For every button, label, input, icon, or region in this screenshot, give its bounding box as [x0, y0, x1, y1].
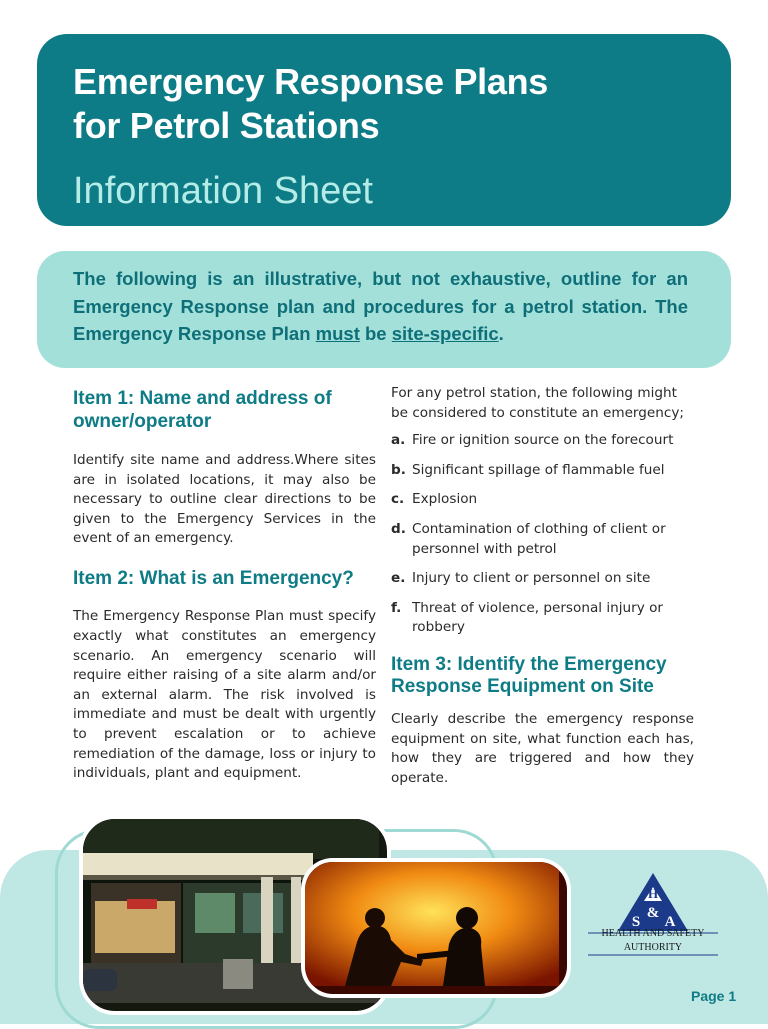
intro-end: .: [498, 323, 504, 344]
firefighters-illustration: [305, 862, 559, 986]
list-marker: f.: [391, 599, 402, 616]
intro-text: [73, 265, 688, 348]
page-title: [73, 60, 548, 148]
intro-text-main: The following is an illustrative, but not exhaustive, outline for an Emergency Response plan and procedures for a petrol station. The Emergency Response Plan: [73, 268, 688, 344]
logo-text-line1: HEALTH AND SAFETY: [601, 928, 705, 939]
list-item: [391, 461, 694, 481]
intro-be: be: [359, 323, 392, 344]
item1-heading: Item 1: Name and address of owner/operator: [73, 388, 332, 432]
header-banner: [37, 34, 731, 226]
list-item: [391, 490, 694, 510]
title-line-1: Emergency Response Plans: [73, 61, 549, 102]
list-item-text: Contamination of clothing of client or personnel with petrol: [412, 520, 666, 557]
left-column: [73, 388, 376, 784]
list-marker: d.: [391, 520, 406, 537]
list-item: [391, 520, 694, 559]
page-number: Page 1: [691, 988, 737, 1004]
item3-heading: Item 3: Identify the Emergency Response Equipment on Site: [391, 653, 667, 698]
logo-letter-a: A: [664, 914, 676, 930]
emergency-list-intro: For any petrol station, the following might be considered to constitute an emergency;: [391, 385, 684, 421]
item2-body: The Emergency Response Plan must specify exactly what constitutes an emergency scenario. An emergency scenario will require either raising of a site alarm and/or an external alarm. The risk involved is immediate and must be dealt with urgently to prevent escalation or to achieve remediation of the damage, loss or injury to individuals, plant and equipment.: [73, 608, 376, 782]
list-item-text: Threat of violence, personal injury or robbery: [412, 599, 664, 636]
list-item-text: Fire or ignition source on the forecourt: [412, 432, 674, 449]
right-column: [391, 384, 694, 788]
list-marker: e.: [391, 570, 406, 587]
list-marker: c.: [391, 491, 405, 508]
list-item: [391, 599, 694, 638]
list-item-text: Significant spillage of flammable fuel: [412, 461, 665, 478]
list-marker: a.: [391, 432, 406, 449]
list-item-text: Injury to client or personnel on site: [412, 570, 651, 587]
intro-box: [37, 251, 731, 368]
list-item: [391, 569, 694, 589]
hsa-logo-mark: [586, 871, 720, 957]
logo-letter-s: S: [631, 914, 641, 930]
hsa-logo: [586, 871, 720, 957]
item1-body: Identify site name and address.Where sites are in isolated locations, it may also be necessary to outline clear directions to be given to the Emergency Services in the event of an emergency.: [73, 452, 376, 547]
title-line-2: for Petrol Stations: [73, 105, 380, 146]
intro-site-specific: site-specific: [391, 323, 499, 344]
intro-must: must: [315, 323, 360, 344]
logo-text-line2: AUTHORITY: [623, 942, 683, 953]
list-marker: b.: [391, 461, 406, 478]
logo-letter-h: H: [647, 886, 659, 901]
list-item-text: Explosion: [412, 491, 478, 508]
emergency-list: [391, 431, 694, 638]
item2-heading: Item 2: What is an Emergency?: [73, 567, 354, 589]
list-item: [391, 431, 694, 451]
item3-body: Clearly describe the emergency response equipment on site, what function each has, how they are triggered and how they operate.: [391, 710, 694, 786]
logo-letter-amp: &: [646, 905, 660, 921]
firefighters-photo: [301, 858, 571, 998]
page-subtitle: Information Sheet: [73, 170, 373, 212]
